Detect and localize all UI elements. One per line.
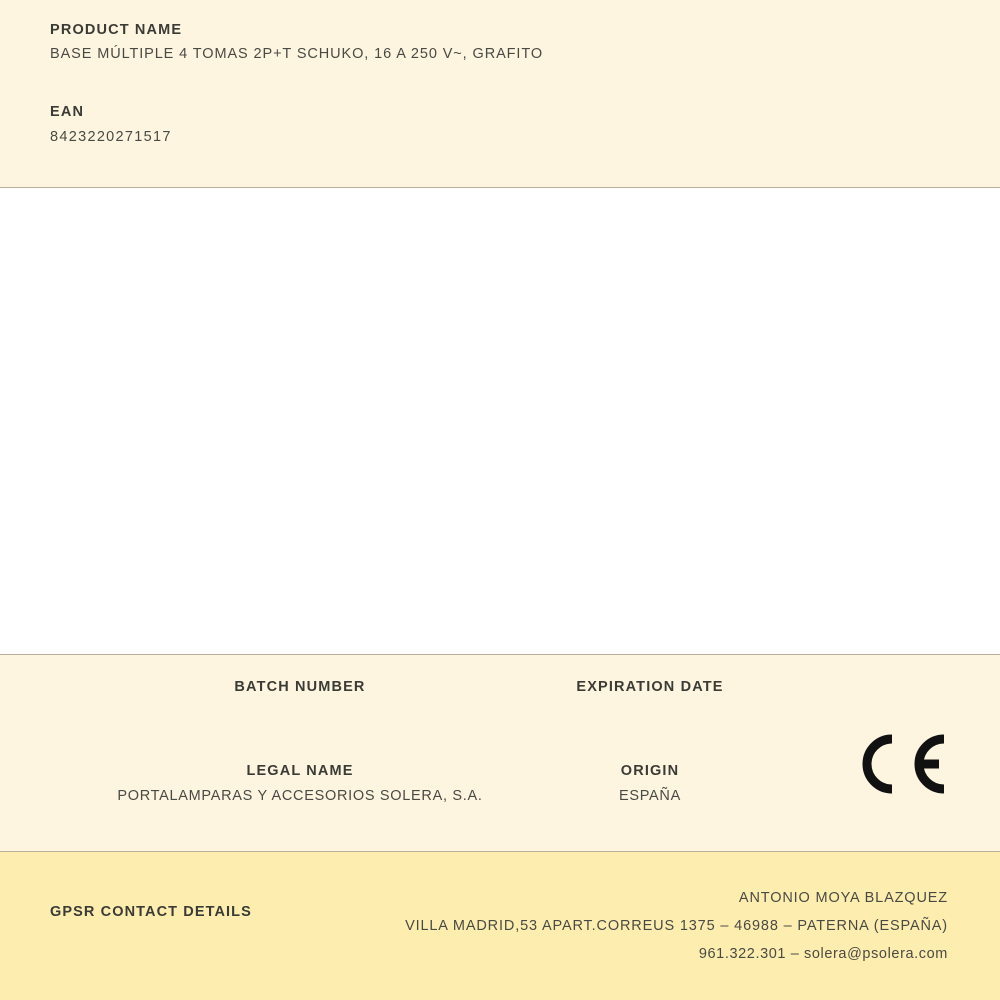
product-details-block: [0, 655, 1000, 852]
details-row-legal: [0, 763, 1000, 804]
gpsr-contact-address: VILLA MADRID,53 APART.CORREUS 1375 – 46988 – PATERNA (ESPAÑA): [405, 918, 948, 934]
product-name-field: [50, 22, 950, 62]
gpsr-contact-details: [50, 884, 948, 968]
origin-label: ORIGIN: [620, 763, 680, 779]
product-name-value: BASE MÚLTIPLE 4 TOMAS 2P+T SCHUKO, 16 A 250 V~, GRAFITO: [50, 46, 544, 62]
product-image-area: [0, 188, 1000, 655]
gpsr-footer: [0, 852, 1000, 1000]
legal-name-field: [100, 763, 500, 804]
gpsr-contact-name: ANTONIO MOYA BLAZQUEZ: [738, 890, 948, 906]
expiration-date-field: [500, 679, 800, 701]
ean-value: 8423220271517: [50, 129, 172, 145]
batch-number-field: [100, 679, 500, 701]
legal-name-value: PORTALAMPARAS Y ACCESORIOS SOLERA, S.A.: [117, 788, 483, 804]
ean-label: EAN: [50, 104, 85, 120]
product-info-block: [0, 0, 1000, 188]
ean-field: [50, 104, 950, 145]
gpsr-contact-phone-email: 961.322.301 – solera@psolera.com: [698, 946, 948, 962]
origin-field: [500, 763, 800, 804]
details-row-batch: [0, 679, 1000, 701]
product-name-label: PRODUCT NAME: [50, 22, 183, 38]
batch-number-label: BATCH NUMBER: [234, 679, 366, 695]
ce-marking-icon: [852, 733, 948, 795]
legal-name-label: LEGAL NAME: [246, 763, 354, 779]
gpsr-contact-label: GPSR CONTACT DETAILS: [50, 904, 252, 920]
origin-value: ESPAÑA: [619, 788, 681, 804]
expiration-date-label: EXPIRATION DATE: [576, 679, 724, 695]
